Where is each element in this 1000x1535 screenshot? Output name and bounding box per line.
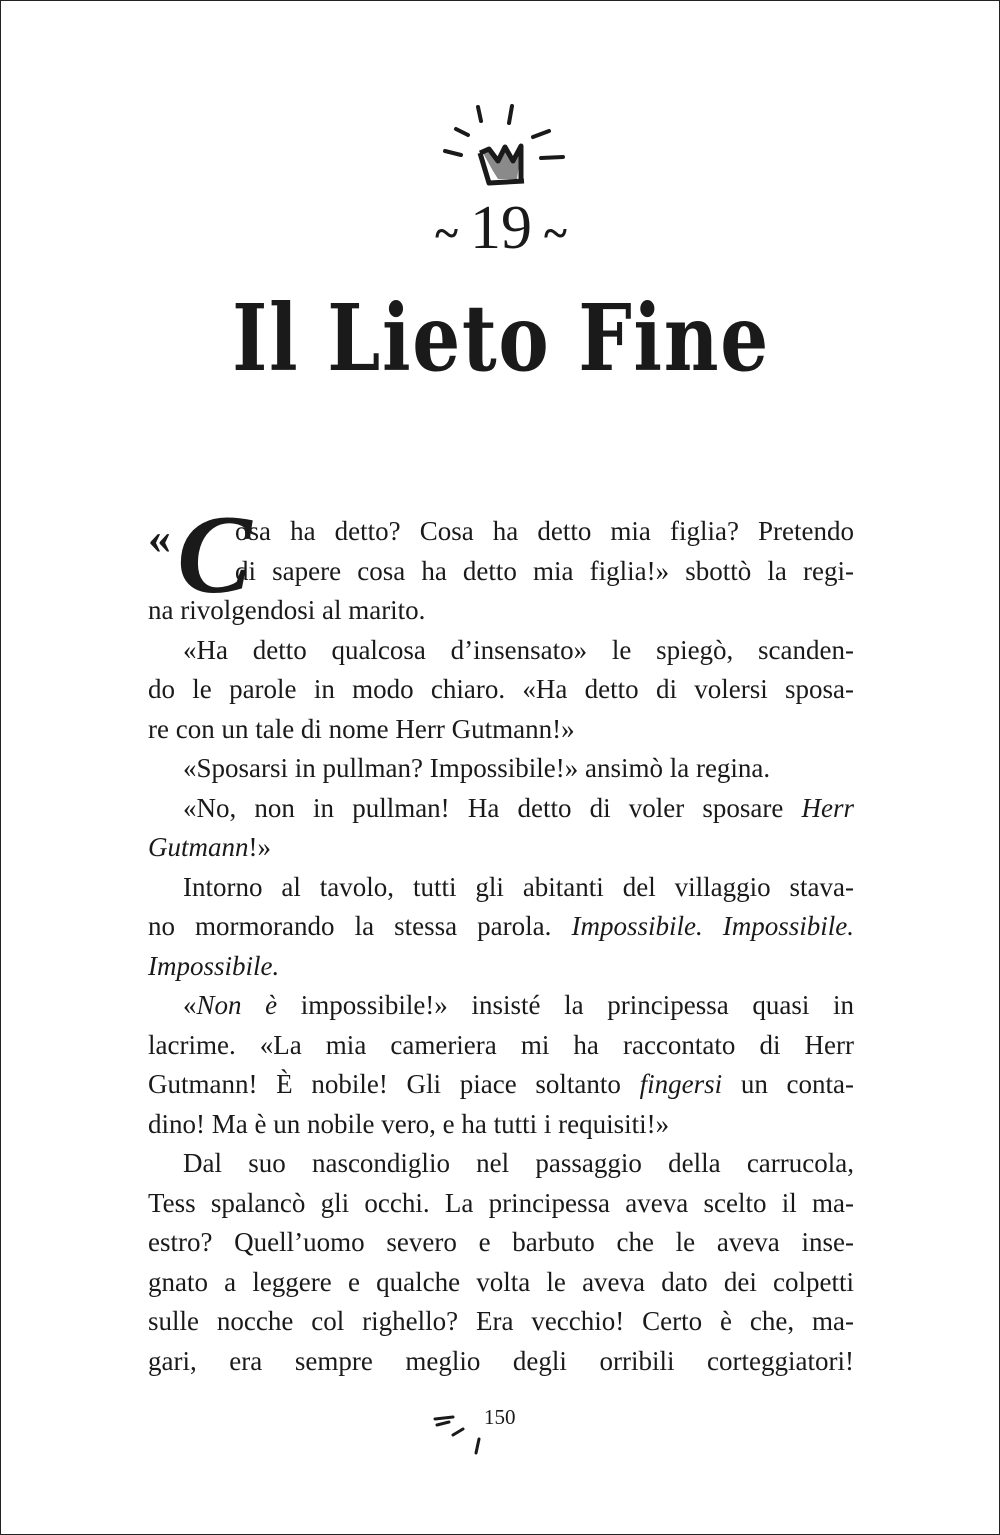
text-segment: Gutmann! È nobile! Gli piace soltanto (148, 1069, 640, 1099)
text-segment: gnato a leggere e qualche volta le aveva dato dei colpetti (148, 1266, 854, 1297)
italic-text: Impossibile. (148, 950, 280, 981)
text-line (148, 749, 854, 789)
body-text (148, 512, 854, 1381)
text-segment: Tess spalancò gli occhi. La principessa aveva scelto il ma- (148, 1187, 854, 1218)
text-line (148, 552, 854, 592)
text-segment: na rivolgendosi al marito. (148, 595, 426, 625)
page-number: 150 (484, 1405, 516, 1429)
text-line (148, 1144, 854, 1184)
text-line (148, 789, 854, 829)
text-segment: « (183, 990, 197, 1020)
text-segment: re con un tale di nome Herr Gutmann!» (148, 713, 575, 744)
text-line (148, 907, 854, 947)
text-line (148, 828, 854, 868)
text-segment: lacrime. «La mia cameriera mi ha raccontato di Herr (148, 1029, 854, 1060)
tilde-ornament-left: ~ (435, 208, 458, 258)
text-line (148, 1105, 854, 1145)
italic-text: Herr (801, 792, 854, 823)
crown-icon (431, 101, 571, 196)
text-line (148, 512, 854, 552)
text-segment: di sapere cosa ha detto mia figlia!» sbottò la regi- (235, 555, 854, 586)
text-segment: estro? Quell’uomo severo e barbuto che le aveva inse- (148, 1227, 854, 1257)
italic-text: Gutmann (148, 832, 249, 862)
text-line (148, 1065, 854, 1105)
text-segment: un conta- (722, 1069, 854, 1099)
text-line (148, 986, 854, 1026)
text-line (148, 631, 854, 671)
text-line (148, 1342, 854, 1382)
text-segment: do le parole in modo chiaro. «Ha detto di volersi sposa- (148, 674, 854, 704)
dropcap-letter: C (177, 493, 252, 617)
text-segment: osa ha detto? Cosa ha detto mia figlia? Pretendo (235, 516, 854, 546)
text-line (148, 1263, 854, 1303)
text-line (148, 1026, 854, 1066)
text-segment: !» (248, 832, 271, 862)
italic-text: fingersi (639, 1069, 723, 1099)
italic-text: Non è (196, 990, 278, 1020)
text-line (148, 868, 854, 908)
text-segment: dino! Ma è un nobile vero, e ha tutti i requisiti!» (148, 1108, 670, 1139)
text-line (148, 591, 854, 631)
text-line (148, 1184, 854, 1224)
text-line (148, 1302, 854, 1342)
text-segment: sulle nocche col righello? Era vecchio! Certo è che, ma- (148, 1306, 854, 1336)
text-line (148, 710, 854, 750)
chapter-number (1, 193, 1000, 269)
dropcap-quote: « (148, 512, 171, 563)
chapter-number-text: 19 (470, 194, 532, 262)
tilde-ornament-right: ~ (544, 208, 567, 258)
text-segment: no mormorando la stessa parola. (148, 911, 572, 941)
text-line (148, 1223, 854, 1263)
text-segment: Intorno al tavolo, tutti gli abitanti del villaggio stava- (183, 871, 854, 902)
text-segment: «Ha detto qualcosa d’insensato» le spiegò, scanden- (183, 634, 854, 665)
text-line (148, 670, 854, 710)
chapter-title: Il Lieto Fine (232, 284, 770, 392)
text-segment: «Sposarsi in pullman? Impossibile!» ansimò la regina. (183, 753, 771, 783)
text-segment: gari, era sempre meglio degli orribili corteggiatori! (148, 1345, 854, 1376)
text-segment: «No, non in pullman! Ha detto di voler sposare (183, 792, 802, 823)
italic-text: Impossibile. Impossibile. (571, 911, 854, 941)
folio-ornament-icon (431, 1409, 491, 1469)
text-segment: Dal suo nascondiglio nel passaggio della carrucola, (183, 1148, 854, 1178)
text-segment: impossibile!» insisté la principessa quasi in (277, 990, 854, 1020)
text-line (148, 947, 854, 987)
